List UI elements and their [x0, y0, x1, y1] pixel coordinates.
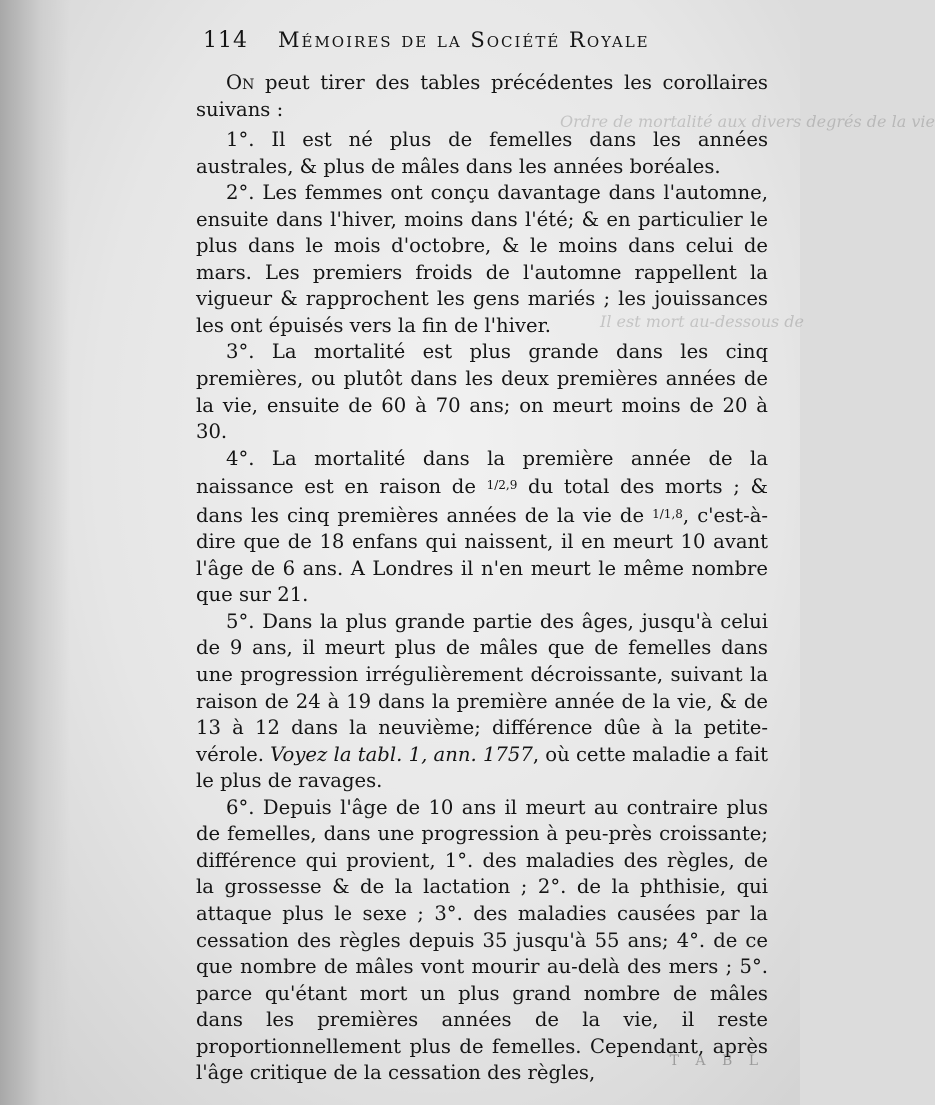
fraction-first-year: 1/2,9	[486, 478, 518, 493]
bleed-through-text: Il est mort au-dessous de	[600, 312, 805, 331]
intro-paragraph	[196, 70, 768, 123]
corollary-4-part1: 4°. La mortalité dans la première année de la naissance est en raison de	[196, 446, 768, 499]
running-title: Mémoires de la Société Royale	[278, 28, 650, 52]
corollary-1: 1°. Il est né plus de femelles dans les années australes, & plus de mâles dans les années boréales.	[196, 128, 768, 178]
intro-text: peut tirer des tables précédentes les corollaires suivans :	[196, 71, 768, 121]
corollary-4-part3: , c'est-à-dire que de 18 enfans qui naissent, il en meurt 10 avant l'âge de 6 ans. A Londres il n'en meurt le même nombre que sur 21.	[196, 503, 768, 607]
corollary-4	[196, 446, 768, 609]
bleed-through-signature: T A B L	[669, 1053, 764, 1069]
fraction-five-years: 1/1,8	[652, 506, 683, 521]
corollary-3: 3°. La mortalité est plus grande dans les cinq premières, ou plutôt dans les deux premières années de la vie, ensuite de 60 à 70 ans; on meurt moins de 20 à 30.	[196, 340, 768, 444]
corollary-5-tail: , où cette maladie a fait le plus de ravages.	[196, 742, 768, 793]
corollary-2: 2°. Les femmes ont conçu davantage dans l'automne, ensuite dans l'hiver, moins dans l'été; & en particulier le plus dans le mois d'octobre, & le moins dans celui de mars. Les premiers froids de l'automne rappellent la vigueur & rapprochent les gens mariés ; les jouissances les ont épuisés vers la fin de l'hiver.	[196, 181, 768, 337]
corollary-5-text: 5°. Dans la plus grande partie des âges, jusqu'à celui de 9 ans, il meurt plus de mâles que de femelles dans une progression irrégulièrement décroissante, suivant la raison de 24 à 19 dans la première année de la vie, & de 13 à 12 dans la neuvième; différence dûe à la petite-vérole.	[196, 609, 768, 766]
binding-gutter	[0, 0, 70, 1105]
page-body	[196, 70, 768, 1087]
page-number: 114	[203, 28, 248, 53]
corollary-4-part2: du total des morts ; & dans les cinq premières années de la vie de	[196, 475, 768, 527]
intro-lead-word: On	[226, 71, 255, 94]
bleed-through-text: Ordre de mortalité aux divers degrés de la vie	[560, 112, 935, 131]
page-header	[203, 28, 763, 53]
corollary-6: 6°. Depuis l'âge de 10 ans il meurt au contraire plus de femelles, dans une progression à peu-près croissante; différence qui provient, 1°. des maladies des règles, de la grossesse & de la lactation ; 2°. de la phthisie, qui attaque plus le sexe ; 3°. des maladies causées par la cessation des règles depuis 35 jusqu'à 55 ans; 4°. de ce que nombre de mâles vont mourir au-delà des mers ; 5°. parce qu'étant mort un plus grand nombre de mâles dans les premières années de la vie, il reste proportionnellement plus de femelles. Cependant, après l'âge critique de la cessation des règles,	[196, 795, 768, 1085]
corollary-5	[196, 609, 768, 795]
table-reference: Voyez la tabl. 1, ann. 1757	[270, 742, 533, 766]
